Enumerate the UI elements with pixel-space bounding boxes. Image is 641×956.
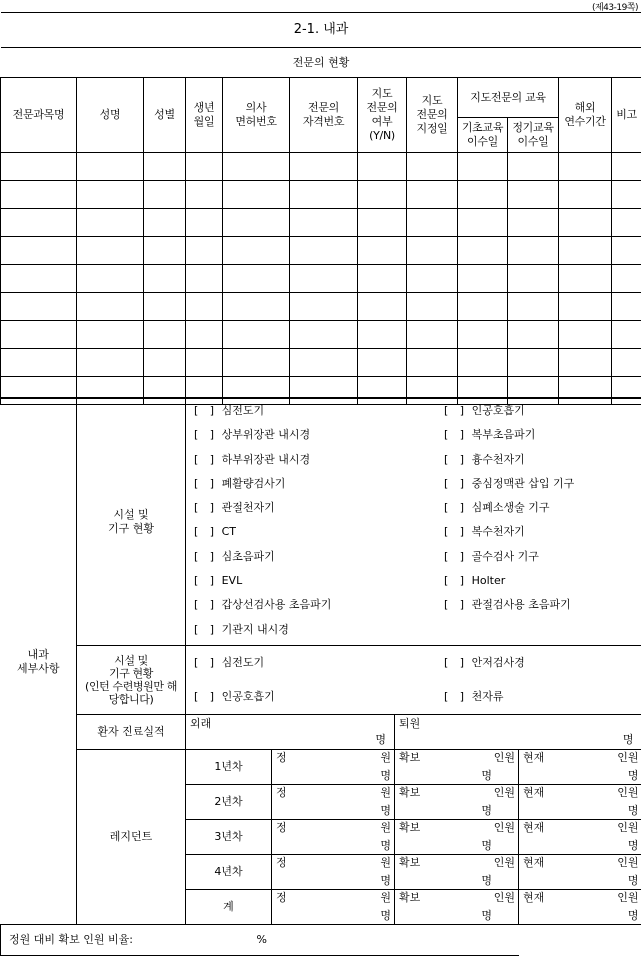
checkbox[interactable]: [ ] (444, 404, 468, 417)
quota-cell[interactable]: 정 원 명 (272, 890, 395, 925)
quota-cell[interactable]: 정 원 명 (272, 855, 395, 890)
checkbox[interactable]: [ ] (194, 656, 218, 669)
checkbox[interactable]: [ ] (444, 428, 468, 441)
table-row (1, 237, 641, 265)
current-cell[interactable]: 현재 인원 명 (519, 820, 641, 855)
ratio-row[interactable] (1, 925, 519, 956)
secured-cell[interactable]: 확보 인원 명 (395, 820, 519, 855)
header-overseas: 해외 연수기간 (559, 78, 612, 153)
facility-label: EVL (222, 574, 243, 587)
detail-label: 내과 세부사항 (1, 398, 77, 925)
facility-label: CT (222, 525, 236, 538)
header-remarks: 비고 (612, 78, 641, 153)
facility-checkbox-item[interactable] (444, 569, 634, 593)
facility-checkbox-item[interactable] (194, 472, 444, 496)
outpatient-cell[interactable]: 외래 명 (186, 715, 395, 750)
checkbox[interactable]: [ ] (444, 690, 468, 703)
facility-label: 골수검사 기구 (472, 550, 539, 563)
table-row (1, 209, 641, 237)
checkbox[interactable]: [ ] (444, 598, 468, 611)
intern-facilities-label: 시설 및 기구 현황 (인턴 수련병원만 해 당합니다) (77, 646, 186, 715)
facility-checkbox-item[interactable] (194, 545, 444, 569)
facility-checkbox-item[interactable] (444, 593, 634, 617)
ratio-label: 정원 대비 확보 인원 비율: (9, 933, 133, 946)
checkbox[interactable]: [ ] (194, 453, 218, 466)
facility-checkbox-item[interactable] (194, 399, 444, 423)
facility-label: 인공호흡기 (472, 404, 525, 417)
facility-label: 인공호흡기 (222, 690, 275, 703)
facility-checkbox-item[interactable] (194, 593, 444, 617)
patient-label: 환자 진료실적 (77, 715, 186, 750)
facility-checkbox-item[interactable] (444, 520, 634, 544)
table-row (1, 321, 641, 349)
secured-cell[interactable]: 확보 인원 명 (395, 855, 519, 890)
facilities-label: 시설 및 기구 현황 (77, 398, 186, 646)
facility-checkbox-item[interactable] (194, 646, 444, 680)
facility-checkbox-item[interactable] (444, 545, 634, 569)
facility-checkbox-item[interactable] (194, 618, 444, 642)
facility-checkbox-item[interactable] (194, 496, 444, 520)
facility-checkbox-item[interactable] (444, 448, 634, 472)
year-label: 2년차 (186, 785, 272, 820)
checkbox[interactable]: [ ] (444, 656, 468, 669)
facility-label: 기관지 내시경 (222, 623, 289, 636)
discharge-cell[interactable]: 퇴원 명 (395, 715, 641, 750)
checkbox[interactable]: [ ] (444, 501, 468, 514)
facility-label: 심초음파기 (222, 550, 275, 563)
year-label: 4년차 (186, 855, 272, 890)
header-is-supervisor: 지도 전문의 여부 (Y/N) (358, 78, 407, 153)
table-row (1, 349, 641, 377)
facility-label: 복부초음파기 (472, 428, 536, 441)
facility-checkbox-item[interactable] (194, 423, 444, 447)
current-cell[interactable]: 현재 인원 명 (519, 855, 641, 890)
checkbox[interactable]: [ ] (194, 404, 218, 417)
quota-cell[interactable]: 정 원 명 (272, 820, 395, 855)
current-cell[interactable]: 현재 인원 명 (519, 750, 641, 785)
current-cell[interactable]: 현재 인원 명 (519, 785, 641, 820)
checkbox[interactable]: [ ] (444, 453, 468, 466)
facility-label: 관절천자기 (222, 501, 275, 514)
facility-label: 상부위장관 내시경 (222, 428, 311, 441)
header-license: 의사 면허번호 (223, 78, 290, 153)
facility-label: 하부위장관 내시경 (222, 453, 311, 466)
checkbox[interactable]: [ ] (444, 477, 468, 490)
facility-label: 흉수천자기 (472, 453, 525, 466)
facility-checkbox-item[interactable] (194, 520, 444, 544)
facility-checkbox-item[interactable] (444, 680, 634, 714)
table-row (1, 181, 641, 209)
checkbox[interactable]: [ ] (194, 690, 218, 703)
header-gender: 성별 (144, 78, 186, 153)
intern-facilities-checklist (186, 646, 641, 715)
checkbox[interactable]: [ ] (194, 428, 218, 441)
facility-label: Holter (472, 574, 506, 587)
facility-label: 심폐소생술 기구 (472, 501, 550, 514)
header-birth: 생년 월일 (186, 78, 223, 153)
facility-label: 심전도기 (222, 404, 265, 417)
secured-cell[interactable]: 확보 인원 명 (395, 890, 519, 925)
facility-label: 폐활량검사기 (222, 477, 286, 490)
facilities-checklist (186, 398, 641, 646)
year-label: 계 (186, 890, 272, 925)
checkbox[interactable]: [ ] (444, 525, 468, 538)
page-number: (제43-19쪽) (592, 0, 638, 13)
header-qualification: 전문의 자격번호 (290, 78, 358, 153)
secured-cell[interactable]: 확보 인원 명 (395, 785, 519, 820)
facility-label: 심전도기 (222, 656, 265, 669)
facility-label: 갑상선검사용 초음파기 (222, 598, 332, 611)
year-label: 3년차 (186, 820, 272, 855)
section-subtitle: 전문의 현황 (1, 48, 641, 78)
checkbox[interactable]: [ ] (194, 550, 218, 563)
internal-medicine-detail-table (0, 397, 641, 956)
checkbox[interactable]: [ ] (194, 525, 218, 538)
quota-cell[interactable]: 정 원 명 (272, 785, 395, 820)
checkbox[interactable]: [ ] (444, 574, 468, 587)
checkbox[interactable]: [ ] (194, 501, 218, 514)
facility-label: 중심정맥관 삽입 기구 (472, 477, 575, 490)
facility-checkbox-item[interactable] (194, 569, 444, 593)
checkbox[interactable]: [ ] (194, 477, 218, 490)
checkbox[interactable]: [ ] (194, 598, 218, 611)
secured-cell[interactable]: 확보 인원 명 (395, 750, 519, 785)
year-label: 1년차 (186, 750, 272, 785)
facility-label: 복수천자기 (472, 525, 525, 538)
checkbox[interactable]: [ ] (444, 550, 468, 563)
header-subject: 전문과목명 (1, 78, 77, 153)
header-basic-edu: 기초교육 이수일 (458, 118, 508, 153)
quota-cell[interactable]: 정 원 명 (272, 750, 395, 785)
facility-checkbox-item[interactable] (444, 472, 634, 496)
facility-checkbox-item[interactable] (444, 423, 634, 447)
facility-checkbox-item[interactable] (194, 448, 444, 472)
facility-checkbox-item[interactable] (444, 646, 634, 680)
resident-label: 레지던트 (77, 750, 186, 925)
header-designation-date: 지도 전문의 지정일 (407, 78, 458, 153)
table-row (1, 265, 641, 293)
table-row (1, 153, 641, 181)
facility-label: 천자류 (472, 690, 504, 703)
specialist-table (0, 12, 641, 405)
facility-label: 관절검사용 초음파기 (472, 598, 571, 611)
checkbox[interactable]: [ ] (194, 623, 218, 636)
facility-checkbox-item[interactable] (194, 680, 444, 714)
header-name: 성명 (77, 78, 144, 153)
table-row (1, 293, 641, 321)
header-education: 지도전문의 교육 (458, 78, 559, 118)
ratio-percent: % (256, 933, 266, 946)
header-regular-edu: 정기교육 이수일 (508, 118, 559, 153)
facility-checkbox-item[interactable] (444, 399, 634, 423)
page-title: 2-1. 내과 (1, 13, 641, 48)
current-cell[interactable]: 현재 인원 명 (519, 890, 641, 925)
facility-checkbox-item[interactable] (444, 496, 634, 520)
facility-label: 안저검사경 (472, 656, 525, 669)
checkbox[interactable]: [ ] (194, 574, 218, 587)
